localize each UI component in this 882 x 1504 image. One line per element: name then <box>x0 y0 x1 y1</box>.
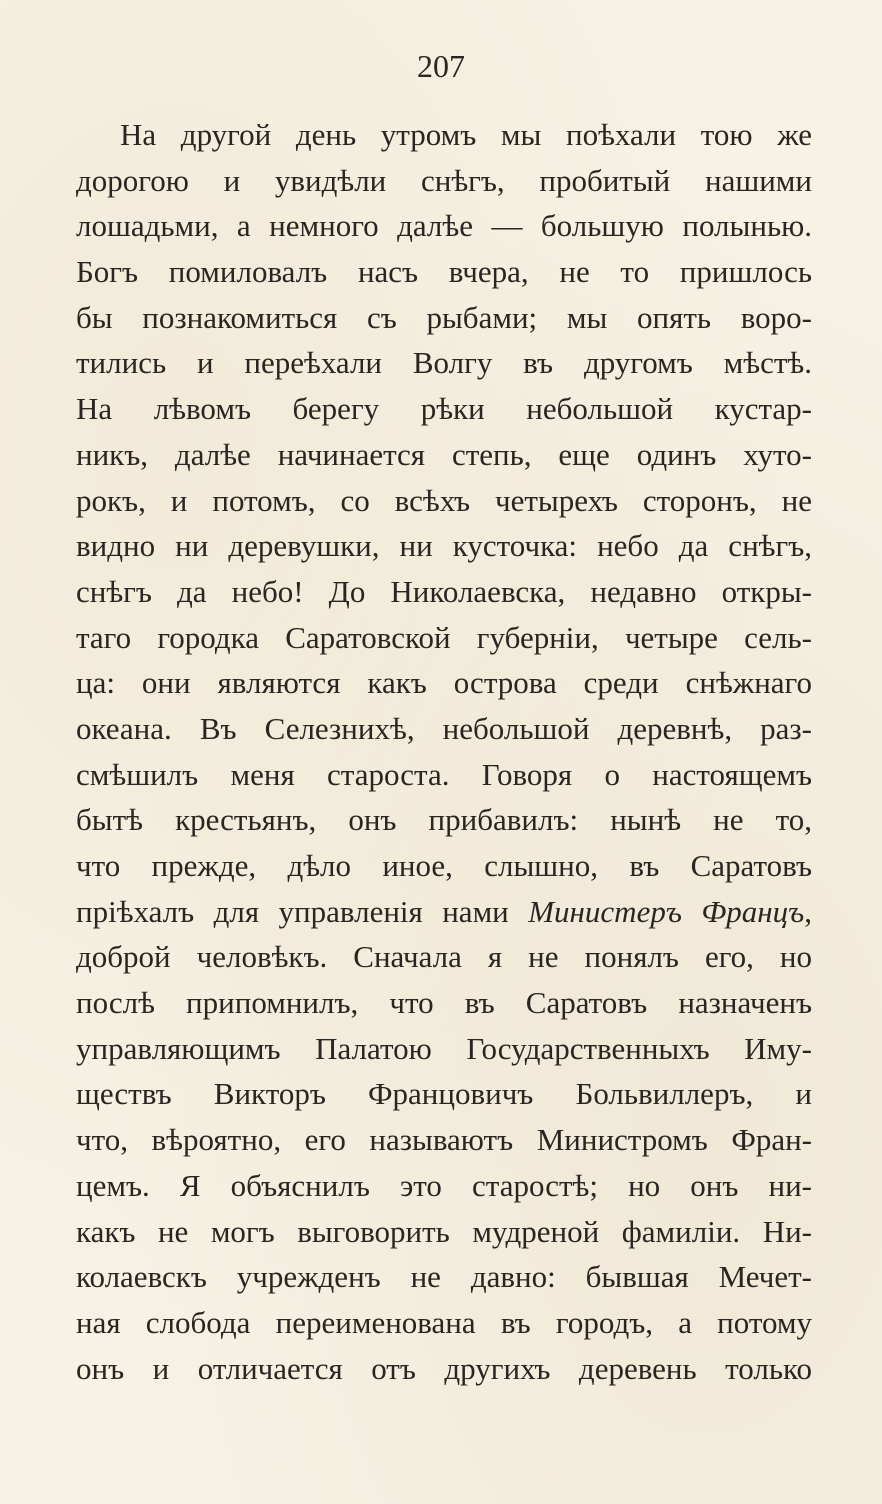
text-line: лошадьми, а немного далѣе — большую полынью. <box>76 208 812 244</box>
text-line: ществъ Викторъ Францовичъ Больвиллеръ, и <box>76 1076 812 1112</box>
text-line: смѣшилъ меня староста. Говоря о настоящемъ <box>76 756 812 792</box>
text-line: ная слобода переименована въ городъ, а потому <box>76 1304 812 1340</box>
text-line: рокъ, и потомъ, со всѣхъ четырехъ сторонъ, не <box>76 482 812 518</box>
text-line: доброй человѣкъ. Сначала я не понялъ его, но <box>76 939 812 975</box>
page-number: 207 <box>417 48 465 84</box>
text-line: управляющимъ Палатою Государственныхъ Иму- <box>76 1030 812 1066</box>
text-line: никъ, далѣе начинается степь, еще одинъ хуто- <box>76 436 812 472</box>
text-line: снѣгъ да небо! До Николаевска, недавно откры- <box>76 573 812 609</box>
text-line: цемъ. Я объяснилъ это старостѣ; но онъ ни- <box>76 1167 812 1203</box>
text-line: ца: они являются какъ острова среди снѣжнаго <box>76 665 812 701</box>
text-line: что прежде, дѣло иное, слышно, въ Саратовъ <box>76 848 812 883</box>
text-line: дорогою и увидѣли снѣгъ, пробитый нашими <box>76 162 812 198</box>
text-line: что, вѣроятно, его называютъ Министромъ Фран- <box>76 1122 812 1158</box>
text-line: На лѣвомъ берегу рѣки небольшой кустар- <box>76 391 812 427</box>
line-tail: , <box>804 893 812 929</box>
text-line: океана. Въ Селезнихѣ, небольшой деревнѣ, раз- <box>76 710 812 746</box>
text-line: На другой день утромъ мы поѣхали тою же <box>120 117 812 152</box>
text-line: онъ и отличается отъ другихъ деревень только <box>76 1350 812 1386</box>
line-plain-part: пріѣхалъ для управленія нами <box>76 893 529 929</box>
text-line: тились и переѣхали Волгу въ другомъ мѣстѣ. <box>76 345 812 381</box>
text-line: бытѣ крестьянъ, онъ прибавилъ: нынѣ не то, <box>76 802 812 838</box>
text-line: послѣ припомнилъ, что въ Саратовъ назначенъ <box>76 985 812 1021</box>
text-line-with-italic <box>76 889 812 935</box>
body-text <box>76 112 812 1391</box>
italic-phrase: Министеръ Францъ <box>528 893 805 929</box>
text-line: видно ни деревушки, ни кусточка: небо да снѣгъ, <box>76 528 812 564</box>
text-line: какъ не могъ выговорить мудреной фамиліи. Ни- <box>76 1213 812 1249</box>
text-line: Богъ помиловалъ насъ вчера, не то пришлось <box>76 254 812 290</box>
text-line: таго городка Саратовской губерніи, четыре сель- <box>76 619 812 655</box>
text-line: бы познакомиться съ рыбами; мы опять воро- <box>76 299 812 335</box>
text-line: колаевскъ учрежденъ не давно: бывшая Мечет- <box>76 1259 812 1295</box>
